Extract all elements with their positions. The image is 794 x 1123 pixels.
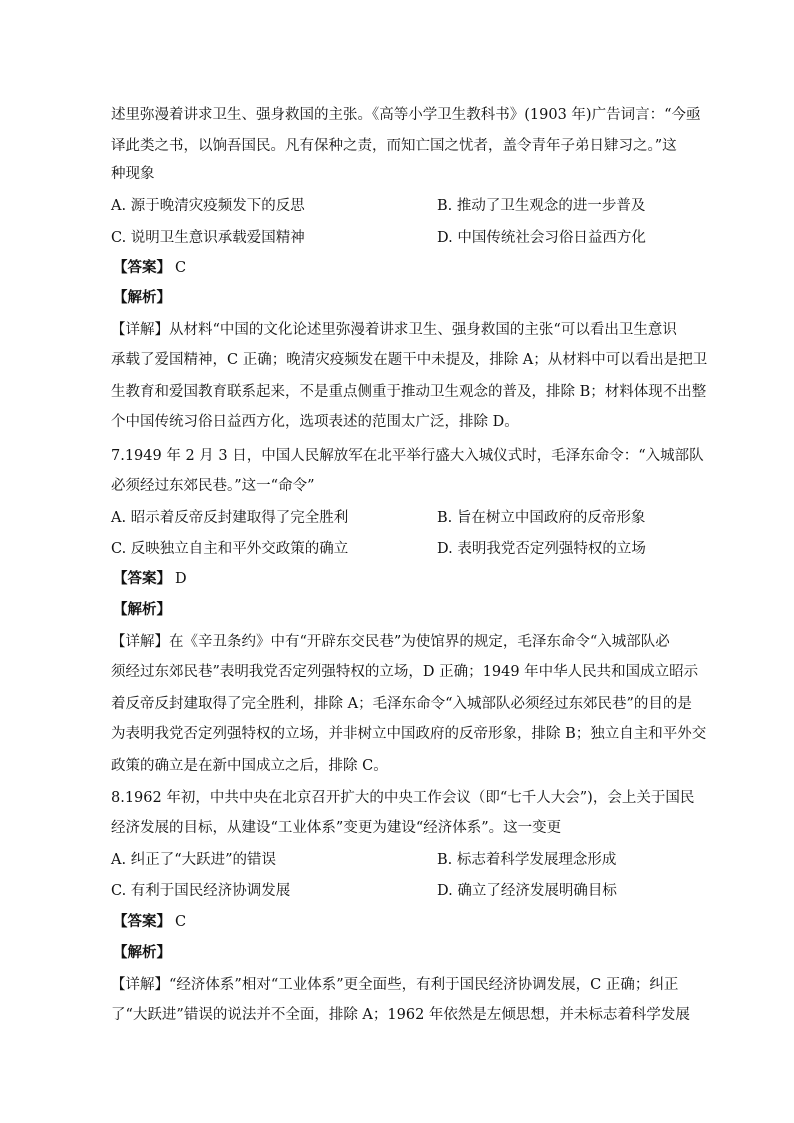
q8-option-a: A. 纠正了“大跃进”的错误 bbox=[111, 852, 277, 868]
q8-answer-label: 【答案】 bbox=[113, 913, 171, 930]
q7-answer-label: 【答案】 bbox=[113, 570, 171, 587]
q7-stem-line-1: 7.1949 年 2 月 3 日，中国人民解放军在北平举行盛大入城仪式时，毛泽东命令：“入城部队 bbox=[111, 448, 704, 464]
q6-answer bbox=[113, 258, 186, 278]
q6-option-d: D. 中国传统社会习俗日益西方化 bbox=[437, 230, 646, 246]
q8-answer-value: C bbox=[175, 914, 187, 930]
q6-detail-line-4: 个中国传统习俗日益西方化，选项表述的范围太广泛，排除 D。 bbox=[111, 414, 519, 430]
q6-stem-line-3: 种现象 bbox=[111, 166, 155, 182]
q6-stem-line-1: 述里弥漫着讲求卫生、强身救国的主张。《高等小学卫生教科书》(1903 年)广告词言：“今亟 bbox=[111, 107, 701, 123]
q7-detail-line-3: 着反帝反封建取得了完全胜利，排除 A；毛泽东命令“入城部队必须经过东郊民巷”的目的是 bbox=[111, 696, 692, 712]
q6-answer-label: 【答案】 bbox=[113, 259, 171, 276]
q7-option-a: A. 昭示着反帝反封建取得了完全胜利 bbox=[111, 510, 349, 526]
q8-option-c: C. 有利于国民经济协调发展 bbox=[111, 883, 291, 899]
q7-detail-line-4: 为表明我党否定列强特权的立场，并非树立中国政府的反帝形象，排除 B；独立自主和平外交 bbox=[111, 726, 707, 742]
q7-detail-line-1: 【详解】在《辛丑条约》中有“开辟东交民巷”为使馆界的规定，毛泽东命令“入城部队必 bbox=[111, 634, 670, 650]
q7-option-c: C. 反映独立自主和平外交政策的确立 bbox=[111, 541, 349, 557]
q6-option-b: B. 推动了卫生观念的进一步普及 bbox=[437, 198, 646, 214]
q8-option-d: D. 确立了经济发展明确目标 bbox=[437, 883, 617, 899]
q6-analysis-label: 【解析】 bbox=[113, 289, 171, 306]
q6-detail-line-1: 【详解】从材料“中国的文化论述里弥漫着讲求卫生、强身救国的主张“可以看出卫生意识 bbox=[111, 322, 677, 338]
q8-detail-line-1: 【详解】“经济体系”相对“工业体系”更全面些，有利于国民经济协调发展，C 正确；纠正 bbox=[111, 977, 679, 993]
q7-answer bbox=[113, 569, 187, 589]
q7-option-d: D. 表明我党否定列强特权的立场 bbox=[437, 541, 646, 557]
q7-stem-line-2: 必须经过东郊民巷。”这一“命令” bbox=[111, 478, 315, 494]
q7-analysis-label: 【解析】 bbox=[113, 601, 171, 618]
q8-stem-line-1: 8.1962 年初，中共中央在北京召开扩大的中央工作会议（即“七千人大会”)，会上关于国民 bbox=[111, 790, 695, 806]
q6-detail-line-3: 生教育和爱国教育联系起来，不是重点侧重于推动卫生观念的普及，排除 B；材料体现不出整 bbox=[111, 384, 707, 400]
q7-detail-line-5: 政策的确立是在新中国成立之后，排除 C。 bbox=[111, 758, 388, 774]
q7-answer-value: D bbox=[175, 571, 187, 587]
q6-stem-line-2: 译此类之书，以饷吾国民。凡有保种之责，而知亡国之忧者，盖令青年子弟日肄习之。”这 bbox=[111, 138, 677, 154]
q7-detail-line-2: 须经过东郊民巷”表明我党否定列强特权的立场，D 正确；1949 年中华人民共和国成立昭示 bbox=[111, 664, 699, 680]
q7-option-b: B. 旨在树立中国政府的反帝形象 bbox=[437, 510, 646, 526]
q6-option-c: C. 说明卫生意识承载爱国精神 bbox=[111, 230, 305, 246]
q8-stem-line-2: 经济发展的目标，从建设“工业体系”变更为建设“经济体系”。这一变更 bbox=[111, 820, 562, 836]
q8-analysis-label: 【解析】 bbox=[113, 944, 171, 961]
q8-detail-line-2: 了“大跃进”错误的说法并不全面，排除 A；1962 年依然是左倾思想，并未标志着科学发展 bbox=[111, 1007, 690, 1023]
q8-option-b: B. 标志着科学发展理念形成 bbox=[437, 852, 617, 868]
q6-option-a: A. 源于晚清灾疫频发下的反思 bbox=[111, 198, 305, 214]
q8-answer bbox=[113, 912, 186, 932]
q6-detail-line-2: 承载了爱国精神，C 正确；晚清灾疫频发在题干中未提及，排除 A；从材料中可以看出是把卫 bbox=[111, 352, 708, 368]
q6-answer-value: C bbox=[175, 260, 187, 276]
